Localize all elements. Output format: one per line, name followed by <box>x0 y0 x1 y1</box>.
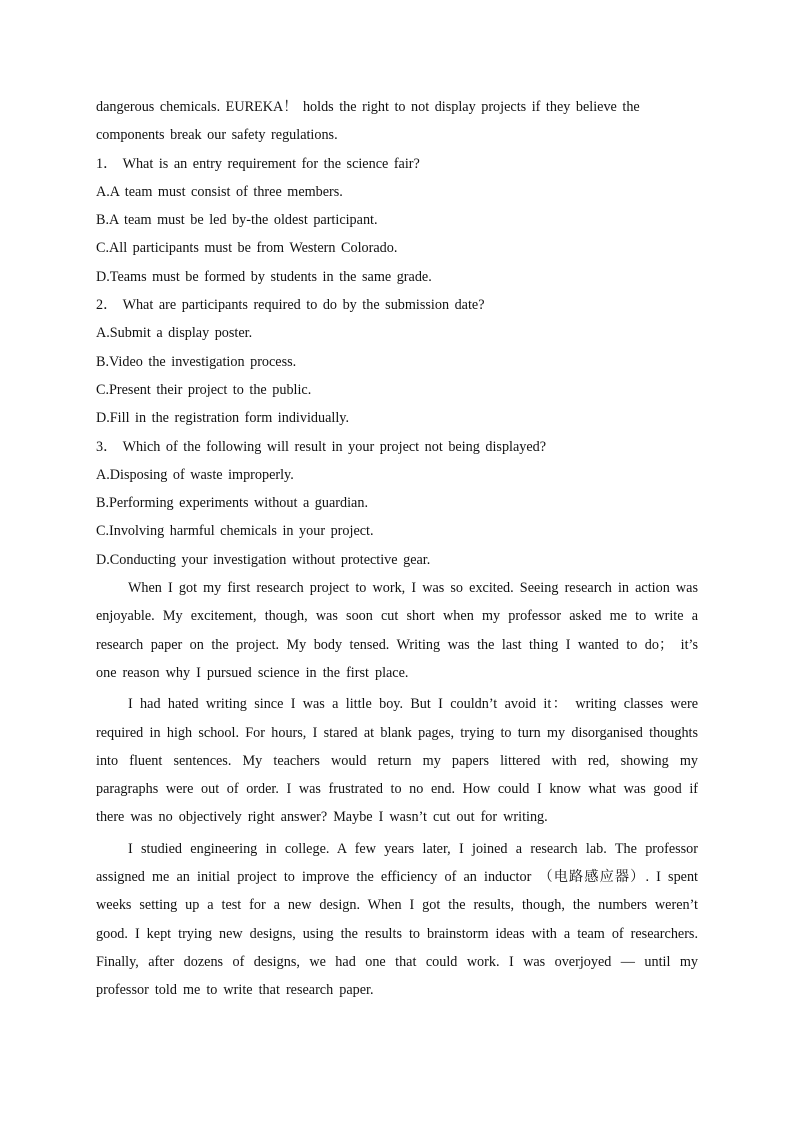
reading-passage <box>96 574 698 1004</box>
passage-paragraph-3: I studied engineering in college. A few years later, I joined a research lab. The professor assigned me an initial project to improve the efficiency of an inductor （电路感应器）. I spent weeks setting up a test for a new design. When I got the results, though, the numbers weren’t good. I kept trying new designs, using the results to brainstorm ideas with a team of researchers. Finally, after dozens of designs, we had one that could work. I was overjoyed — until my professor told me to write that research paper. <box>96 840 698 999</box>
option-c: C.Present their project to the public. <box>96 381 312 398</box>
option-b: B.Performing experiments without a guardian. <box>96 495 368 512</box>
option-a: A.A team must consist of three members. <box>96 183 343 200</box>
option-b: B.Video the investigation process. <box>96 353 297 370</box>
option-d: D.Teams must be formed by students in the same grade. <box>96 268 432 285</box>
question-stem: 1． What is an entry requirement for the science fair? <box>96 155 420 172</box>
option-d: D.Fill in the registration form individually. <box>96 410 349 427</box>
question-3 <box>96 433 698 574</box>
intro-block <box>96 93 698 150</box>
option-c: C.Involving harmful chemicals in your project. <box>96 523 374 540</box>
question-2 <box>96 291 698 432</box>
option-a: A.Disposing of waste improperly. <box>96 466 294 483</box>
document-page <box>96 93 698 1005</box>
question-1 <box>96 150 698 291</box>
option-a: A.Submit a display poster. <box>96 325 253 342</box>
passage-paragraph-2: I had hated writing since I was a little boy. But I couldn’t avoid it： writing classes were required in high school. For hours, I stared at blank pages, trying to turn my disorganised thoughts into fluent sentences. My teachers would return my papers littered with red, showing my paragraphs were out of order. I was frustrated to no end. How could I know what was good if there was no objectively right answer? Maybe I wasn’t cut out for writing. <box>96 696 698 826</box>
option-b: B.A team must be led by-the oldest participant. <box>96 212 378 229</box>
question-stem: 2． What are participants required to do by the submission date? <box>96 297 485 314</box>
option-c: C.All participants must be from Western Colorado. <box>96 240 398 257</box>
question-stem: 3． Which of the following will result in your project not being displayed? <box>96 438 547 455</box>
passage-paragraph-1: When I got my first research project to work, I was so excited. Seeing research in action was enjoyable. My excitement, though, was soon cut short when my professor asked me to write a research paper on the project. My body tensed. Writing was the last thing I wanted to do； it’s one reason why I pursued science in the first place. <box>96 580 698 681</box>
option-d: D.Conducting your investigation without protective gear. <box>96 551 431 568</box>
intro-line: components break our safety regulations. <box>96 127 338 144</box>
intro-line: dangerous chemicals. EUREKA！ holds the right to not display projects if they believe the <box>96 99 640 115</box>
